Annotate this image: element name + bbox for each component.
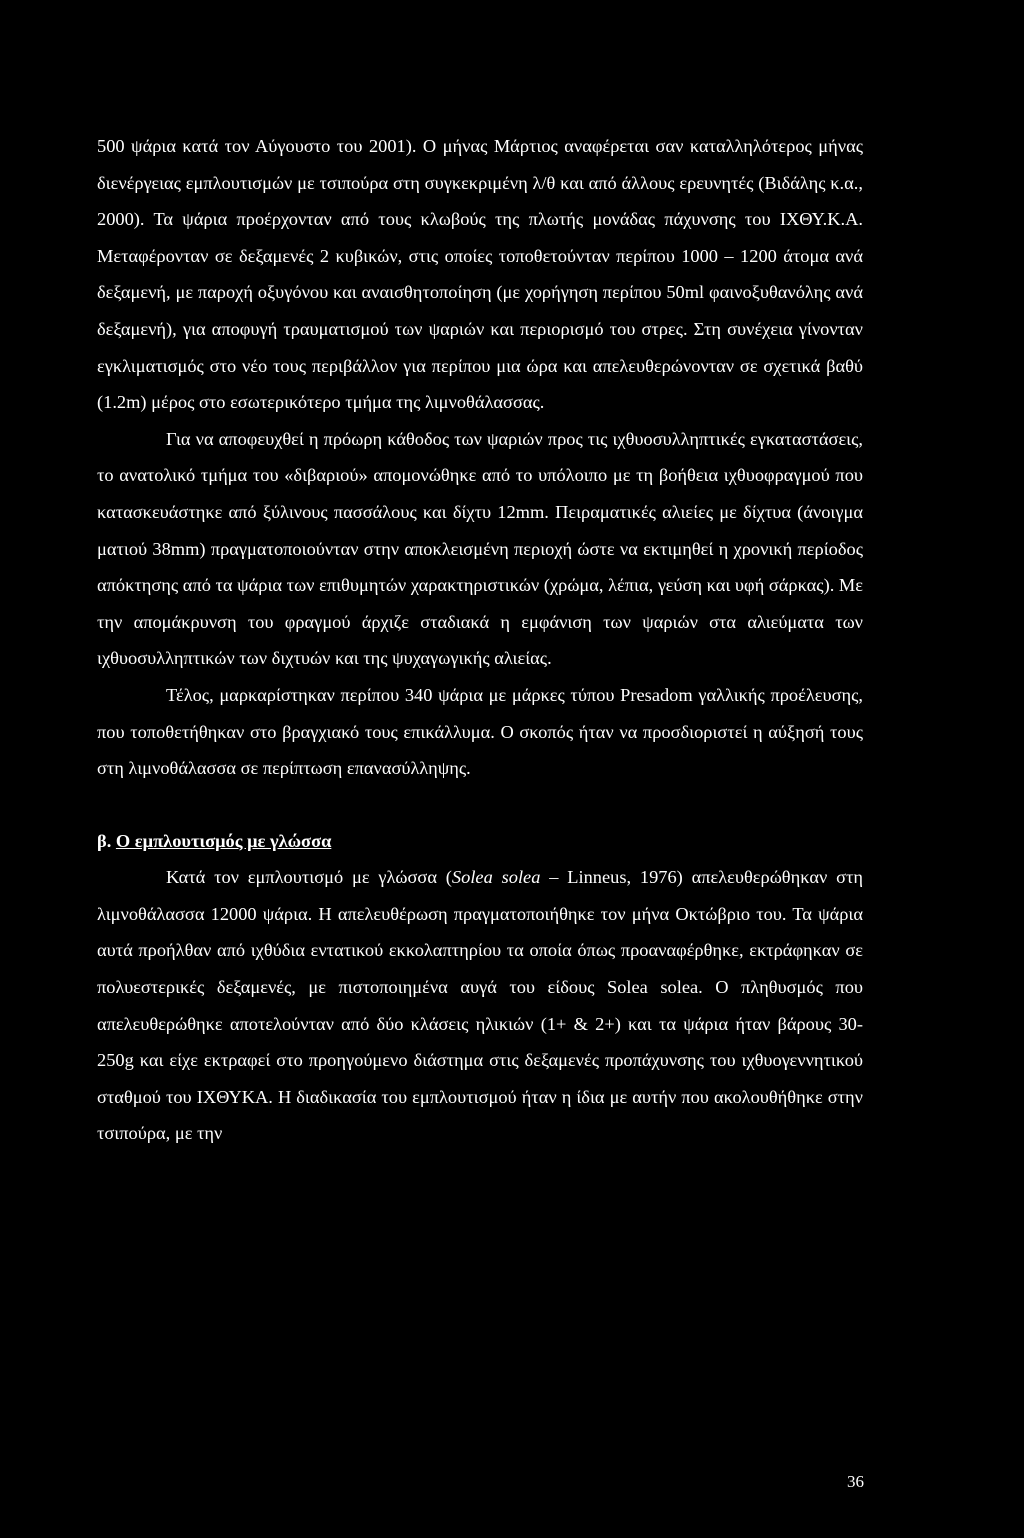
section-heading bbox=[97, 823, 863, 860]
paragraph-3: Τέλος, μαρκαρίστηκαν περίπου 340 ψάρια με μάρκες τύπου Presadom γαλλικής προέλευσης, που τοποθετήθηκαν στο βραγχιακό τους επικάλλυμα. Ο σκοπός ήταν να προσδιοριστεί η αύξησή τους στη λιμνοθάλασσα σε περίπτωση επανασύλληψης. bbox=[97, 684, 863, 779]
page-number: 36 bbox=[847, 1472, 864, 1491]
species-name-italic: Solea solea bbox=[451, 867, 541, 888]
section-gap bbox=[97, 787, 863, 823]
paragraph-4-start: Κατά τον εμπλουτισμό με γλώσσα ( bbox=[166, 867, 452, 888]
paragraph-4 bbox=[97, 859, 863, 1152]
paragraph-1: 500 ψάρια κατά τον Αύγουστο του 2001). Ο μήνας Μάρτιος αναφέρεται σαν καταλληλότερος μήνας διενέργειας εμπλουτισμών με τσιπούρα στη συγκεκριμένη λ/θ και από άλλους ερευνητές (Βιδάλης κ.α., 2000). Τα ψάρια προέρχονταν από τους κλωβούς της πλωτής μονάδας πάχυνσης του ΙΧΘΥ.Κ.Α. Μεταφέρονταν σε δεξαμενές 2 κυβικών, στις οποίες τοποθετούνταν περίπου 1000 – 1200 άτομα ανά δεξαμενή, με παροχή οξυγόνου και αναισθητοποίηση (με χορήγηση περίπου 50ml φαινοξυθανόλης ανά δεξαμενή), για αποφυγή τραυματισμού των ψαριών και περιορισμό του στρες. Στη συνέχεια γίνονταν εγκλιματισμός στο νέο τους περιβάλλον για περίπου μια ώρα και απελευθερώνονταν σε σχετικά βαθύ (1.2m) μέρος στο εσωτερικότερο τμήμα της λιμνοθάλασσας. bbox=[97, 136, 863, 413]
document-page bbox=[97, 128, 863, 1152]
paragraph-4-rest: – Linneus, 1976) απελευθερώθηκαν στη λιμνοθάλασσα 12000 ψάρια. Η απελευθέρωση πραγματοποιήθηκε τον μήνα Οκτώβριο του. Τα ψάρια αυτά προήλθαν από ιχθύδια εντατικού εκκολαπτηρίου τα οποία όπως προαναφέρθηκε, εκτράφηκαν σε πολυεστερικές δεξαμενές, με πιστοποιημένα αυγά του είδους Solea solea. Ο πληθυσμός που απελευθερώθηκε αποτελούνταν από δύο κλάσεις ηλικιών (1+ & 2+) και τα ψάρια ήταν βάρους 30-250g και είχε εκτραφεί στο προηγούμενο διάστημα στις δεξαμενές προπάχυνσης του ιχθυογεννητικού σταθμού του ΙΧΘΥΚΑ. Η διαδικασία του εμπλουτισμού ήταν η ίδια με αυτήν που ακολουθήθηκε στην τσιπούρα, με την bbox=[97, 867, 864, 1144]
section-heading-title: Ο εμπλουτισμός με γλώσσα bbox=[115, 830, 332, 851]
section-heading-number: β. bbox=[97, 830, 112, 851]
paragraph-2: Για να αποφευχθεί η πρόωρη κάθοδος των ψαριών προς τις ιχθυοσυλληπτικές εγκαταστάσεις, το ανατολικό τμήμα του «διβαριού» απομονώθηκε από το υπόλοιπο με τη βοήθεια ιχθυοφραγμού που κατασκευάστηκε από ξύλινους πασσάλους και δίχτυ 12mm. Πειραματικές αλιείες με δίχτυα (άνοιγμα ματιού 38mm) πραγματοποιούνταν στην αποκλεισμένη περιοχή ώστε να εκτιμηθεί η χρονική περίοδος απόκτησης από τα ψάρια των επιθυμητών χαρακτηριστικών (χρώμα, λέπια, γεύση και υφή σάρκας). Με την απομάκρυνση του φραγμού άρχιζε σταδιακά η εμφάνιση των ψαριών στα αλιεύματα των ιχθυοσυλληπτικών των διχτυών και της ψυχαγωγικής αλιείας. bbox=[97, 428, 863, 669]
